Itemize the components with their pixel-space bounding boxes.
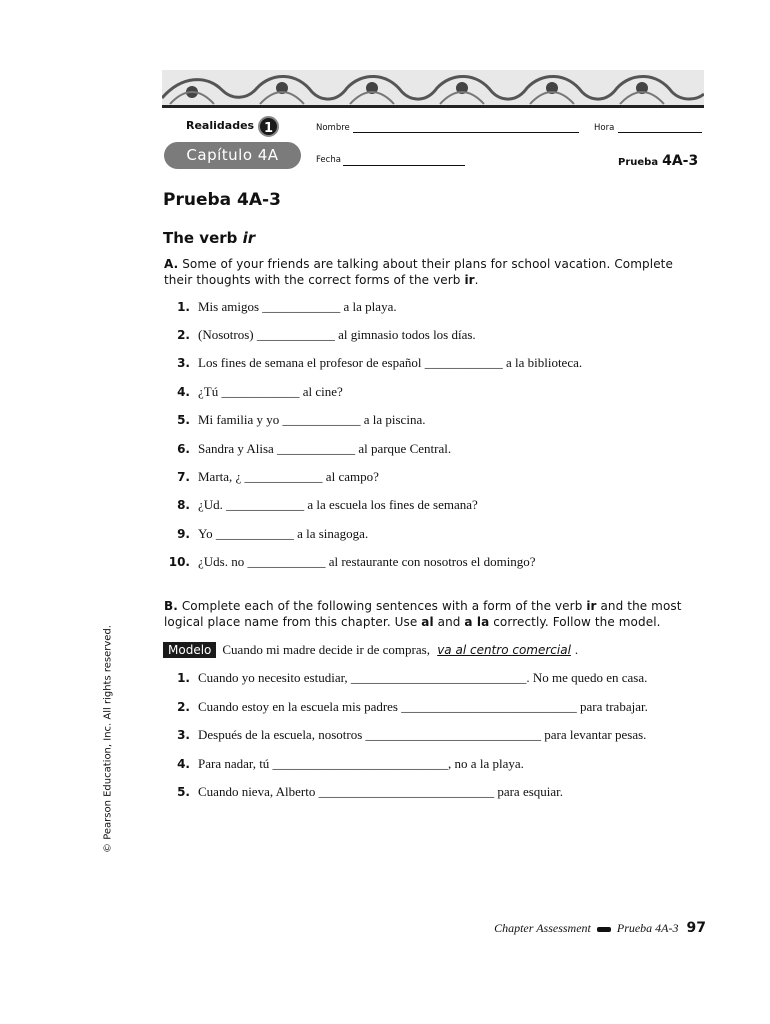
item-text: Cuando estoy en la escuela mis padres ___________________________ para trabajar. bbox=[198, 699, 648, 714]
item-number: 3. bbox=[177, 356, 190, 370]
item-text: Cuando yo necesito estudiar, ___________________________. No me quedo en casa. bbox=[198, 670, 648, 685]
item-text: ¿Tú ____________ al cine? bbox=[198, 384, 343, 399]
item-text: Mi familia y yo ____________ a la piscina. bbox=[198, 412, 426, 427]
nombre-field-line[interactable] bbox=[353, 132, 579, 133]
part-b-al: al bbox=[421, 615, 434, 629]
modelo-text: Cuando mi madre decide ir de compras, bbox=[222, 642, 430, 657]
modelo-answer: va al centro comercial bbox=[437, 643, 571, 657]
part-b-text: Complete each of the following sentences with a form of the verb bbox=[177, 599, 587, 613]
section-title-verb: ir bbox=[242, 229, 256, 247]
item-text: Mis amigos ____________ a la playa. bbox=[198, 299, 397, 314]
item-number: 5. bbox=[177, 785, 190, 799]
copyright-notice: © Pearson Education, Inc. All rights reserved. bbox=[102, 625, 114, 853]
part-a-instructions bbox=[164, 256, 704, 288]
header-prueba bbox=[618, 150, 698, 169]
part-b-text-3: correctly. Follow the model. bbox=[489, 615, 661, 629]
item-text: Después de la escuela, nosotros ___________________________ para levantar pesas. bbox=[198, 727, 647, 742]
item-text: Yo ____________ a la sinagoga. bbox=[198, 526, 369, 541]
footer-label: Chapter Assessment bbox=[494, 921, 591, 935]
part-b-letter: B. bbox=[164, 599, 178, 613]
modelo-label: Modelo bbox=[163, 642, 216, 658]
item-number: 6. bbox=[177, 442, 190, 456]
modelo-example bbox=[163, 642, 578, 658]
section-title-prefix: The verb bbox=[163, 229, 243, 247]
nombre-label: Nombre bbox=[316, 123, 350, 133]
hora-field-line[interactable] bbox=[618, 132, 702, 133]
item-text: Los fines de semana el profesor de español ____________ a la biblioteca. bbox=[198, 355, 583, 370]
item-text: (Nosotros) ____________ al gimnasio todos los días. bbox=[198, 327, 476, 342]
item-number: 8. bbox=[177, 498, 190, 512]
level-badge: 1 bbox=[258, 116, 279, 137]
part-b-text-2: and the most logical place name from this chapter. Use bbox=[164, 599, 682, 629]
footer-separator bbox=[597, 927, 611, 932]
hora-label: Hora bbox=[594, 123, 615, 133]
part-a-text-end: . bbox=[474, 273, 479, 287]
item-number: 10. bbox=[168, 555, 190, 569]
item-number: 4. bbox=[177, 385, 190, 399]
item-number: 1. bbox=[177, 671, 190, 685]
page-number: 97 bbox=[686, 920, 706, 936]
item-number: 2. bbox=[177, 328, 190, 342]
fecha-field-line[interactable] bbox=[343, 165, 465, 166]
modelo-end: . bbox=[574, 642, 579, 657]
item-number: 5. bbox=[177, 413, 190, 427]
page-footer bbox=[494, 920, 706, 936]
item-text: ¿Uds. no ____________ al restaurante con nosotros el domingo? bbox=[198, 554, 536, 569]
item-number: 1. bbox=[177, 300, 190, 314]
part-b-ala: a la bbox=[464, 615, 490, 629]
section-title bbox=[163, 229, 255, 247]
part-b-verb: ir bbox=[586, 599, 597, 613]
part-b-instructions bbox=[164, 598, 704, 630]
item-text: Sandra y Alisa ____________ al parque Central. bbox=[198, 441, 452, 456]
header-prueba-code: 4A-3 bbox=[662, 153, 699, 169]
fecha-label: Fecha bbox=[316, 155, 341, 165]
item-text: Cuando nieva, Alberto ___________________________ para esquiar. bbox=[198, 784, 564, 799]
decorative-header-ornament bbox=[162, 70, 704, 108]
item-number: 2. bbox=[177, 700, 190, 714]
item-number: 3. bbox=[177, 728, 190, 742]
part-b-and: and bbox=[433, 615, 465, 629]
footer-prueba: Prueba 4A-3 bbox=[616, 921, 679, 935]
item-number: 4. bbox=[177, 757, 190, 771]
part-a-letter: A. bbox=[164, 257, 179, 271]
item-text: Marta, ¿ ____________ al campo? bbox=[198, 469, 379, 484]
part-a-text: Some of your friends are talking about their plans for school vacation. Complete their thoughts with the correct forms of the verb bbox=[164, 257, 673, 287]
chapter-badge: Capítulo 4A bbox=[164, 142, 301, 169]
item-text: Para nadar, tú ___________________________, no a la playa. bbox=[198, 756, 524, 771]
item-number: 9. bbox=[177, 527, 190, 541]
item-number: 7. bbox=[177, 470, 190, 484]
item-text: ¿Ud. ____________ a la escuela los fines de semana? bbox=[198, 497, 478, 512]
part-a-verb: ir bbox=[464, 273, 475, 287]
page-title: Prueba 4A-3 bbox=[163, 190, 281, 210]
series-name: Realidades bbox=[186, 119, 255, 132]
header-prueba-word: Prueba bbox=[618, 157, 659, 168]
